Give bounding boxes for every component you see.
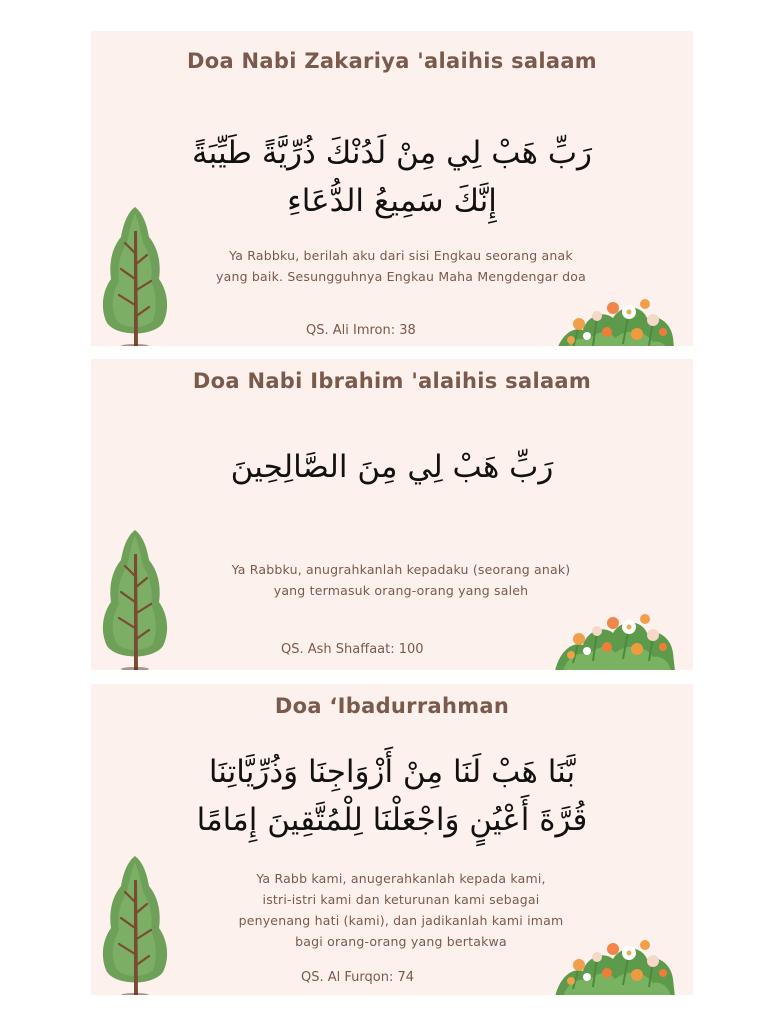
card-title: Doa ‘Ibadurrahman: [274, 694, 510, 718]
translation-text: [191, 559, 611, 601]
tree-illustration: [97, 852, 173, 995]
translation-line: yang baik. Sesungguhnya Engkau Maha Mengdengar doa: [216, 269, 586, 284]
flower-bush-illustration: [553, 927, 675, 995]
translation-line: Ya Rabb kami, anugerahkanlah kepada kami,: [256, 871, 546, 886]
translation-line: istri-istri kami dan keturunan kami sebagai: [262, 892, 540, 907]
translation-text: [191, 245, 611, 287]
translation-line: penyenang hati (kami), dan jadikanlah kami imam: [238, 913, 564, 928]
flower-bush-illustration: [553, 601, 675, 670]
prayer-card-ibrahim: [91, 359, 693, 670]
tree-illustration: [97, 526, 173, 670]
arabic-verse: [91, 748, 693, 844]
tree-illustration: [97, 203, 173, 346]
arabic-line: إِنَّكَ سَمِيعُ الدُّعَاءِ: [287, 183, 497, 219]
translation-line: Ya Rabbku, berilah aku dari sisi Engkau seorang anak: [229, 248, 573, 263]
prayer-card-zakariya: [91, 31, 693, 346]
arabic-verse: [91, 443, 693, 491]
flower-bush-illustration: [553, 286, 675, 346]
quran-reference: QS. Al Furqon: 74: [301, 970, 415, 985]
translation-line: bagi orang-orang yang bertakwa: [295, 934, 507, 949]
arabic-line: رَبِّ هَبْ لِي مِنْ لَدُنْكَ ذُرِّيَّةً طَيِّبَةً: [191, 135, 593, 171]
arabic-line: رَبِّ هَبْ لِي مِنَ الصَّالِحِينَ: [230, 449, 554, 485]
arabic-line: قُرَّةَ أَعْيُنٍ وَاجْعَلْنَا لِلْمُتَّقِينَ إِمَامًا: [196, 802, 588, 838]
translation-line: yang termasuk orang-orang yang saleh: [273, 583, 529, 598]
quran-reference: QS. Ash Shaffaat: 100: [281, 642, 424, 657]
arabic-verse: [91, 129, 693, 225]
quran-reference: QS. Ali Imron: 38: [306, 323, 416, 338]
arabic-line: بَّنَا هَبْ لَنَا مِنْ أَزْوَاجِنَا وَذُرِّيَّاتِنَا: [208, 754, 576, 790]
card-title: Doa Nabi Ibrahim 'alaihis salaam: [192, 369, 592, 393]
translation-text: [191, 868, 611, 952]
card-title: Doa Nabi Zakariya 'alaihis salaam: [186, 49, 597, 73]
translation-line: Ya Rabbku, anugrahkanlah kepadaku (seorang anak): [231, 562, 571, 577]
prayer-card-ibadurrahman: [91, 684, 693, 995]
